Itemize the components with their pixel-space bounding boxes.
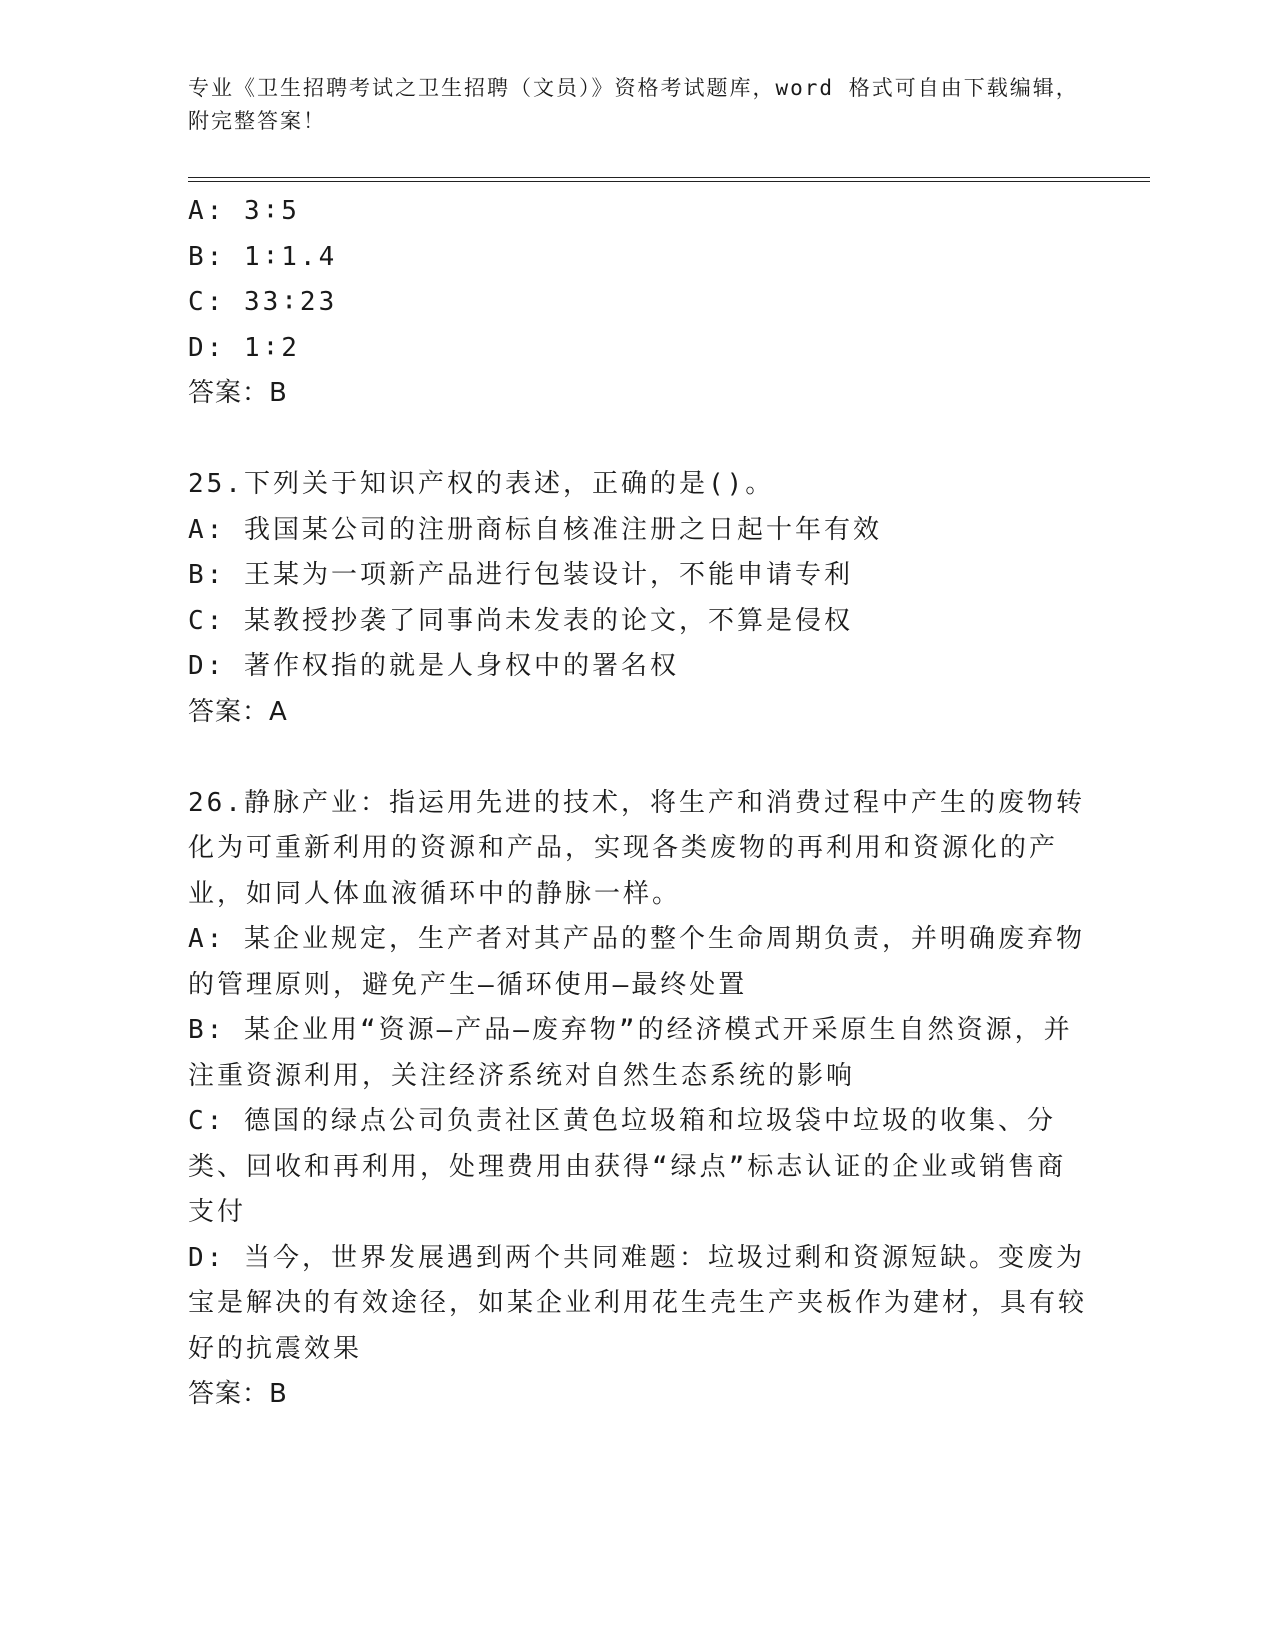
header-divider <box>188 177 1150 182</box>
question-text: 26.静脉产业：指运用先进的技术，将生产和消费过程中产生的废物转化为可重新利用的资源和产品，实现各类废物的再利用和资源化的产业，如同人体血液循环中的静脉一样。 <box>188 787 1085 909</box>
question-text: 25.下列关于知识产权的表述，正确的是()。 <box>188 469 775 499</box>
option-a: A: 我国某公司的注册商标自核准注册之日起十年有效 <box>188 514 882 545</box>
document-header: 专业《卫生招聘考试之卫生招聘（文员）》资格考试题库，word 格式可自由下载编辑，附完整答案！ <box>188 76 1079 133</box>
question-26-block <box>188 781 1088 1418</box>
answer: 答案：B <box>188 378 288 408</box>
spacer <box>188 735 1088 781</box>
option-c: C: 德国的绿点公司负责社区黄色垃圾箱和垃圾袋中垃圾的收集、分类、回收和再利用，处理费用由获得“绿点”标志认证的企业或销售商支付 <box>188 1106 1067 1227</box>
option-b: B: 1∶1.4 <box>188 241 338 272</box>
question-25-block <box>188 462 1088 735</box>
option-a: A: 某企业规定，生产者对其产品的整个生命周期负责，并明确废弃物的管理原则，避免产生—循环使用—最终处置 <box>188 924 1085 1000</box>
spacer <box>188 417 1088 463</box>
question-24-block <box>188 189 1088 417</box>
option-d: D: 当今，世界发展遇到两个共同难题：垃圾过剩和资源短缺。变废为宝是解决的有效途径，如某企业利用花生壳生产夹板作为建材，具有较好的抗震效果 <box>188 1242 1088 1364</box>
option-d: D: 著作权指的就是人身权中的署名权 <box>188 651 679 681</box>
option-c: C: 某教授抄袭了同事尚未发表的论文，不算是侵权 <box>188 605 853 636</box>
answer: 答案：B <box>188 1379 288 1409</box>
document-body <box>188 189 1088 1418</box>
answer: 答案：A <box>188 696 288 727</box>
option-b: B: 王某为一项新产品进行包装设计，不能申请专利 <box>188 560 853 590</box>
option-a: A: 3∶5 <box>188 196 300 226</box>
option-b: B: 某企业用“资源—产品—废弃物”的经济模式开采原生自然资源，并注重资源利用，关注经济系统对自然生态系统的影响 <box>188 1015 1073 1091</box>
option-d: D: 1∶2 <box>188 332 300 363</box>
option-c: C: 33∶23 <box>188 287 338 317</box>
